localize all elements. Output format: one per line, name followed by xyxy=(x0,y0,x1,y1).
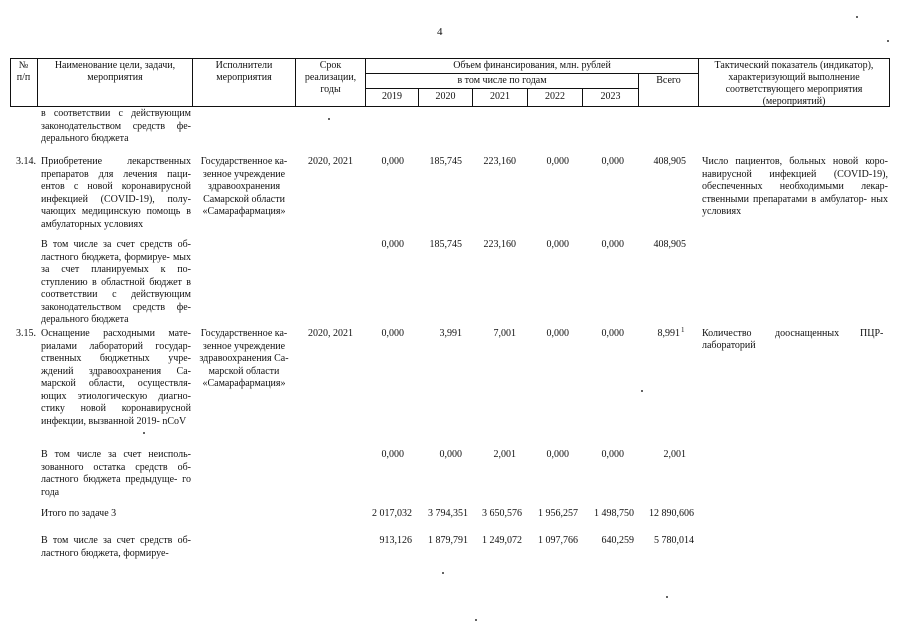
row-term: 2020, 2021 xyxy=(308,328,353,339)
value-2021: 2,001 xyxy=(493,449,516,460)
row-indicator-word-1: Количество xyxy=(702,328,752,339)
value-2020: 185,745 xyxy=(429,239,462,250)
value-2022: 0,000 xyxy=(546,239,569,250)
row-executor: Государственное ка- зенное учреждение здравоохранения Са- марской области «Самарафармация» xyxy=(199,328,289,389)
header-name: Наименование цели, задачи, мероприятия xyxy=(54,60,176,83)
value-2019: 0,000 xyxy=(381,328,404,339)
header-total: Всего xyxy=(656,75,681,86)
header-year-2020: 2020 xyxy=(435,91,456,102)
row-number: 3.14. xyxy=(16,156,36,167)
row-name: Приобретение лекарственных препаратов для лечения паци- ентов с новой коронавирусной инфекцией (COVID-19), полу- чающих медицинскую помощь в амбулаторных условиях xyxy=(41,156,191,230)
value-2022: 0,000 xyxy=(546,449,569,460)
header-year-2023: 2023 xyxy=(600,91,621,102)
value-2021: 223,160 xyxy=(483,239,516,250)
page-number: 4 xyxy=(437,26,443,38)
header-num: № п/п xyxy=(16,60,31,83)
value-total: 8,991 xyxy=(657,328,680,339)
continued-row-text: в соответствии с действующим законодательством средств фе- дерального бюджета xyxy=(41,108,191,144)
header-executors: Исполнители мероприятия xyxy=(215,60,273,83)
value-2021: 223,160 xyxy=(483,156,516,167)
row-name: Оснащение расходными мате- риалами лабораторий государ- ственных бюджетных учре- ждений здравоохранения Са- марской области, осуществля- ющих этиологическую диагно- стику новой коронавирусной инфекции, вызванной 2019- nCoV xyxy=(41,328,191,427)
value-total: 408,905 xyxy=(653,156,686,167)
value-2020: 0,000 xyxy=(439,449,462,460)
header-year-2019: 2019 xyxy=(382,91,402,102)
row-name: В том числе за счет неисполь- зованного остатка средств об- ластного бюджета предыдуще- го года xyxy=(41,449,191,498)
row-term: 2020, 2021 xyxy=(308,156,353,167)
value-2020: 1 879,791 xyxy=(428,535,468,546)
value-2019: 0,000 xyxy=(381,449,404,460)
row-indicator-word-4: лабораторий xyxy=(702,340,756,351)
row-name: В том числе за счет средств об- ластного бюджета, формируе- xyxy=(41,535,191,559)
value-2019: 913,126 xyxy=(379,535,412,546)
row-executor: Государственное ка- зенное учреждение здравоохранения Самарской области «Самарафармация» xyxy=(200,156,288,217)
row-indicator-word-2: дооснащенных xyxy=(775,328,840,339)
value-2020: 185,745 xyxy=(429,156,462,167)
value-2022: 1 097,766 xyxy=(538,535,578,546)
header-by-years: в том числе по годам xyxy=(457,75,547,86)
value-2019: 0,000 xyxy=(381,239,404,250)
header-indicator: Тактический показатель (индикатор), характеризующий выполнение соответствующего мероприятия (мероприятий) xyxy=(714,60,874,107)
header-term: Срок реализации, годы xyxy=(304,60,357,95)
row-name: Итого по задаче 3 xyxy=(41,508,117,519)
row-indicator: Число пациентов, больных новой коро- навирусной инфекцией (COVID-19), обеспеченных необходимыми лекар- ственными препаратами в амбулатор- ных условиях xyxy=(702,156,888,217)
value-total: 12 890,606 xyxy=(649,508,694,519)
value-2023: 0,000 xyxy=(601,156,624,167)
value-2021: 7,001 xyxy=(493,328,516,339)
value-2023: 0,000 xyxy=(601,328,624,339)
value-2019: 0,000 xyxy=(381,156,404,167)
value-2023: 1 498,750 xyxy=(594,508,634,519)
value-2021: 3 650,576 xyxy=(482,508,522,519)
value-2020: 3 794,351 xyxy=(428,508,468,519)
value-2022: 0,000 xyxy=(546,156,569,167)
value-2022: 1 956,257 xyxy=(538,508,578,519)
row-name: В том числе за счет средств об- ластного бюджета, формируе- мых за счет планируемых к по- ступлению в областной бюджет в соответствии с действующим законодательством средств фе- дерального бюджета xyxy=(41,239,191,325)
value-2023: 0,000 xyxy=(601,239,624,250)
row-number: 3.15. xyxy=(16,328,36,339)
value-2020: 3,991 xyxy=(439,328,462,339)
value-2019: 2 017,032 xyxy=(372,508,412,519)
header-funding: Объем финансирования, млн. рублей xyxy=(453,60,611,71)
value-2023: 640,259 xyxy=(601,535,634,546)
header-year-2021: 2021 xyxy=(490,91,510,102)
value-2023: 0,000 xyxy=(601,449,624,460)
value-total: 2,001 xyxy=(663,449,686,460)
value-2022: 0,000 xyxy=(546,328,569,339)
footnote-mark: 1 xyxy=(681,326,685,334)
header-year-2022: 2022 xyxy=(545,91,565,102)
value-2021: 1 249,072 xyxy=(482,535,522,546)
row-indicator-word-3: ПЦР- xyxy=(860,328,884,339)
value-total: 5 780,014 xyxy=(654,535,694,546)
value-total: 408,905 xyxy=(653,239,686,250)
